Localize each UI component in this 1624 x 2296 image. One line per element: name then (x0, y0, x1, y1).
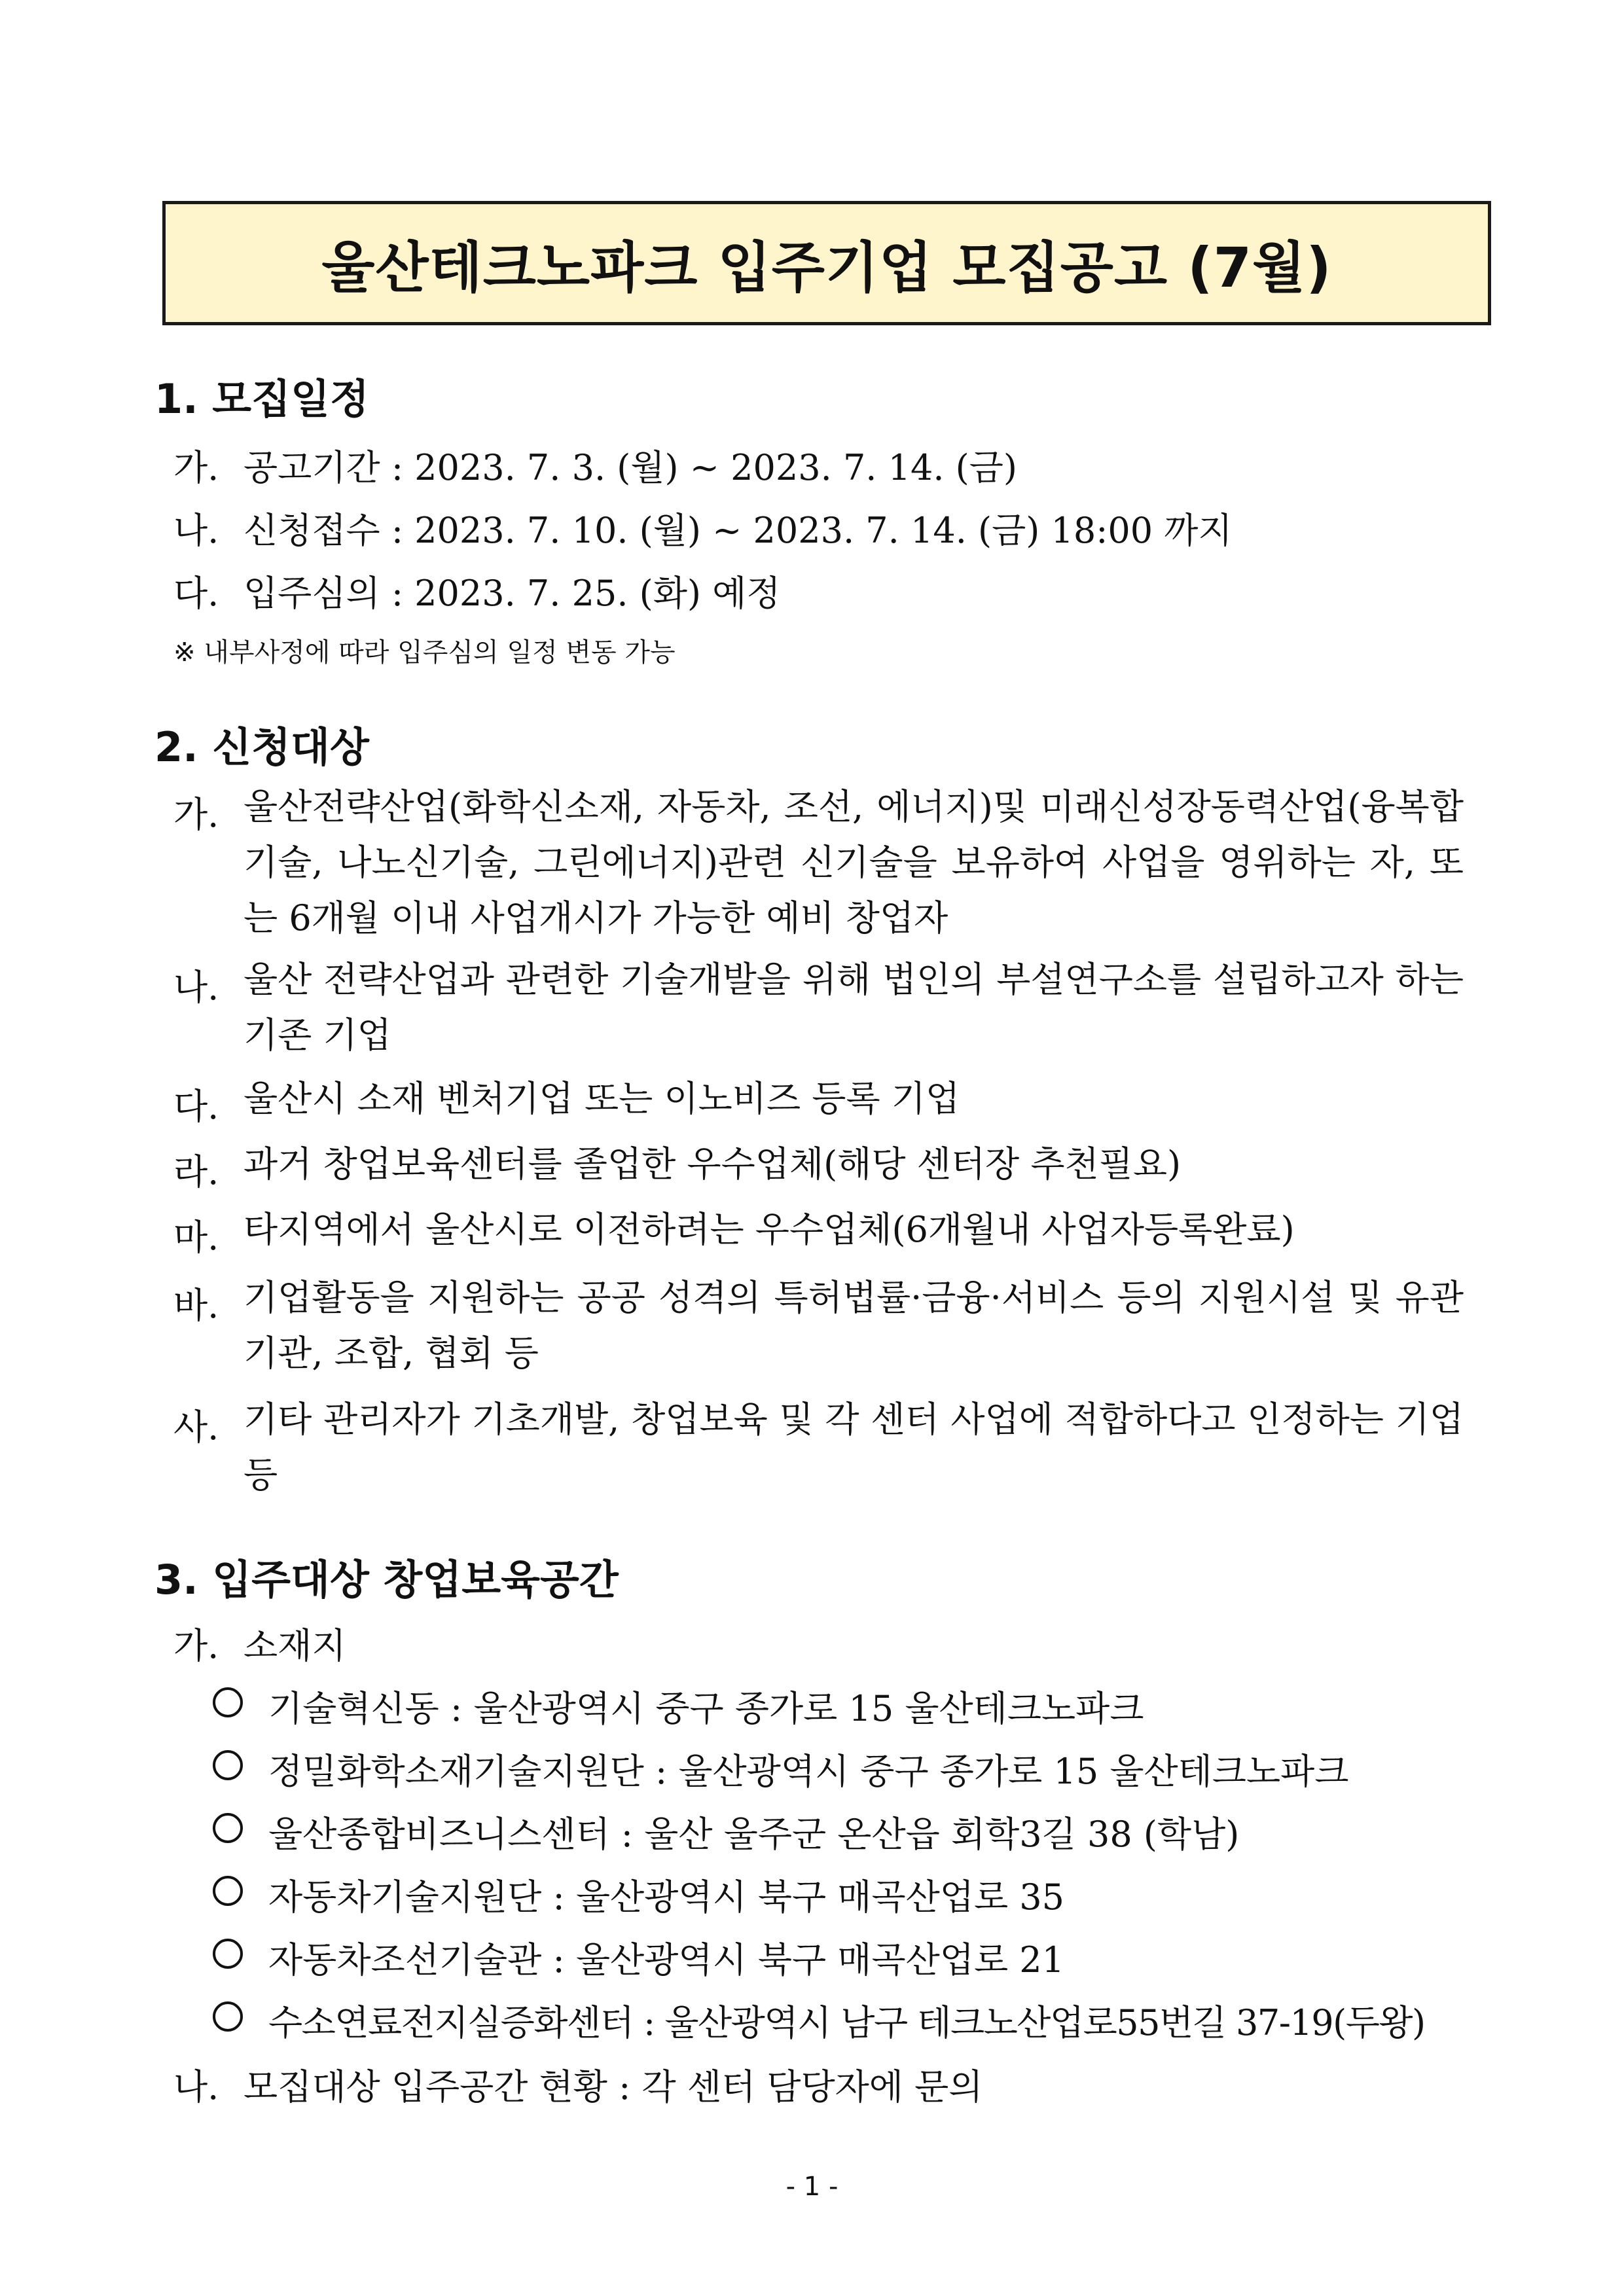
schedule-announcement: 공고기간 : 2023. 7. 3. (월) ~ 2023. 7. 14. (금) (244, 447, 1017, 488)
eligibility-marker: 나. (173, 967, 219, 1008)
bullet-circle-icon (213, 2001, 243, 2032)
eligibility-item: 기업활동을 지원하는 공공 성격의 특허법률·금융·서비스 등의 지원시설 및 유관기관, 조합, 협회 등 (244, 1277, 1464, 1374)
schedule-marker: 다. (173, 573, 219, 614)
eligibility-item: 기타 관리자가 기초개발, 창업보육 및 각 센터 사업에 적합하다고 인정하는 기업 등 (244, 1399, 1464, 1496)
eligibility-item: 과거 창업보육센터를 졸업한 우수업체(해당 센터장 추천필요) (244, 1143, 1182, 1185)
eligibility-marker: 가. (173, 794, 219, 835)
schedule-application: 신청접수 : 2023. 7. 10. (월) ~ 2023. 7. 14. (금) 18:00 까지 (244, 510, 1233, 551)
location-item: 수소연료전지실증화센터 : 울산광역시 남구 테크노산업로55번길 37-19(두왕) (268, 2002, 1425, 2043)
bullet-circle-icon (213, 1750, 243, 1780)
eligibility-item: 타지역에서 울산시로 이전하려는 우수업체(6개월내 사업자등록완료) (244, 1209, 1295, 1250)
location-item: 자동차조선기술관 : 울산광역시 북구 매곡산업로 21 (268, 1939, 1065, 1981)
location-item: 울산종합비즈니스센터 : 울산 울주군 온산읍 회학3길 38 (학남) (268, 1814, 1240, 1855)
section-1-heading: 1. 모집일정 (154, 375, 369, 423)
bullet-circle-icon (213, 1687, 243, 1717)
location-item: 자동차기술지원단 : 울산광역시 북구 매곡산업로 35 (268, 1876, 1065, 1918)
schedule-review: 입주심의 : 2023. 7. 25. (화) 예정 (244, 573, 781, 614)
eligibility-marker: 마. (173, 1217, 219, 1258)
location-item: 기술혁신동 : 울산광역시 중구 종가로 15 울산테크노파크 (268, 1688, 1144, 1729)
bullet-circle-icon (213, 1939, 243, 1969)
schedule-note: ※ 내부사정에 따라 입주심의 일정 변동 가능 (173, 637, 676, 668)
location-marker: 가. (173, 1625, 219, 1666)
location-label: 소재지 (244, 1625, 346, 1666)
schedule-marker: 나. (173, 510, 219, 551)
bullet-circle-icon (213, 1876, 243, 1906)
eligibility-item: 울산시 소재 벤처기업 또는 이노비즈 등록 기업 (244, 1078, 960, 1119)
eligibility-marker: 라. (173, 1151, 219, 1193)
schedule-marker: 가. (173, 447, 219, 488)
eligibility-marker: 다. (173, 1086, 219, 1127)
eligibility-item: 울산전략산업(화학신소재, 자동차, 조선, 에너지)및 미래신성장동력산업(융복합기술, 나노신기술, 그린에너지)관련 신기술을 보유하여 사업을 영위하는 자, 또는 6개월 이내 사업개시가 가능한 예비 창업자 (244, 786, 1464, 939)
space-status-text: 모집대상 입주공간 현황 : 각 센터 담당자에 문의 (244, 2066, 983, 2108)
page-number: - 1 - (785, 2172, 839, 2202)
document-title: 울산테크노파크 입주기업 모집공고 (7월) (321, 235, 1332, 300)
eligibility-marker: 바. (173, 1285, 219, 1326)
section-2-heading: 2. 신청대상 (154, 723, 369, 771)
space-status-marker: 나. (173, 2066, 219, 2108)
location-item: 정밀화학소재기술지원단 : 울산광역시 중구 종가로 15 울산테크노파크 (268, 1751, 1349, 1792)
bullet-circle-icon (213, 1813, 243, 1843)
document-title-box (162, 201, 1491, 325)
section-3-heading: 3. 입주대상 창업보육공간 (154, 1556, 619, 1604)
eligibility-item: 울산 전략산업과 관련한 기술개발을 위해 법인의 부설연구소를 설립하고자 하는 기존 기업 (244, 959, 1464, 1056)
eligibility-marker: 사. (173, 1407, 219, 1448)
